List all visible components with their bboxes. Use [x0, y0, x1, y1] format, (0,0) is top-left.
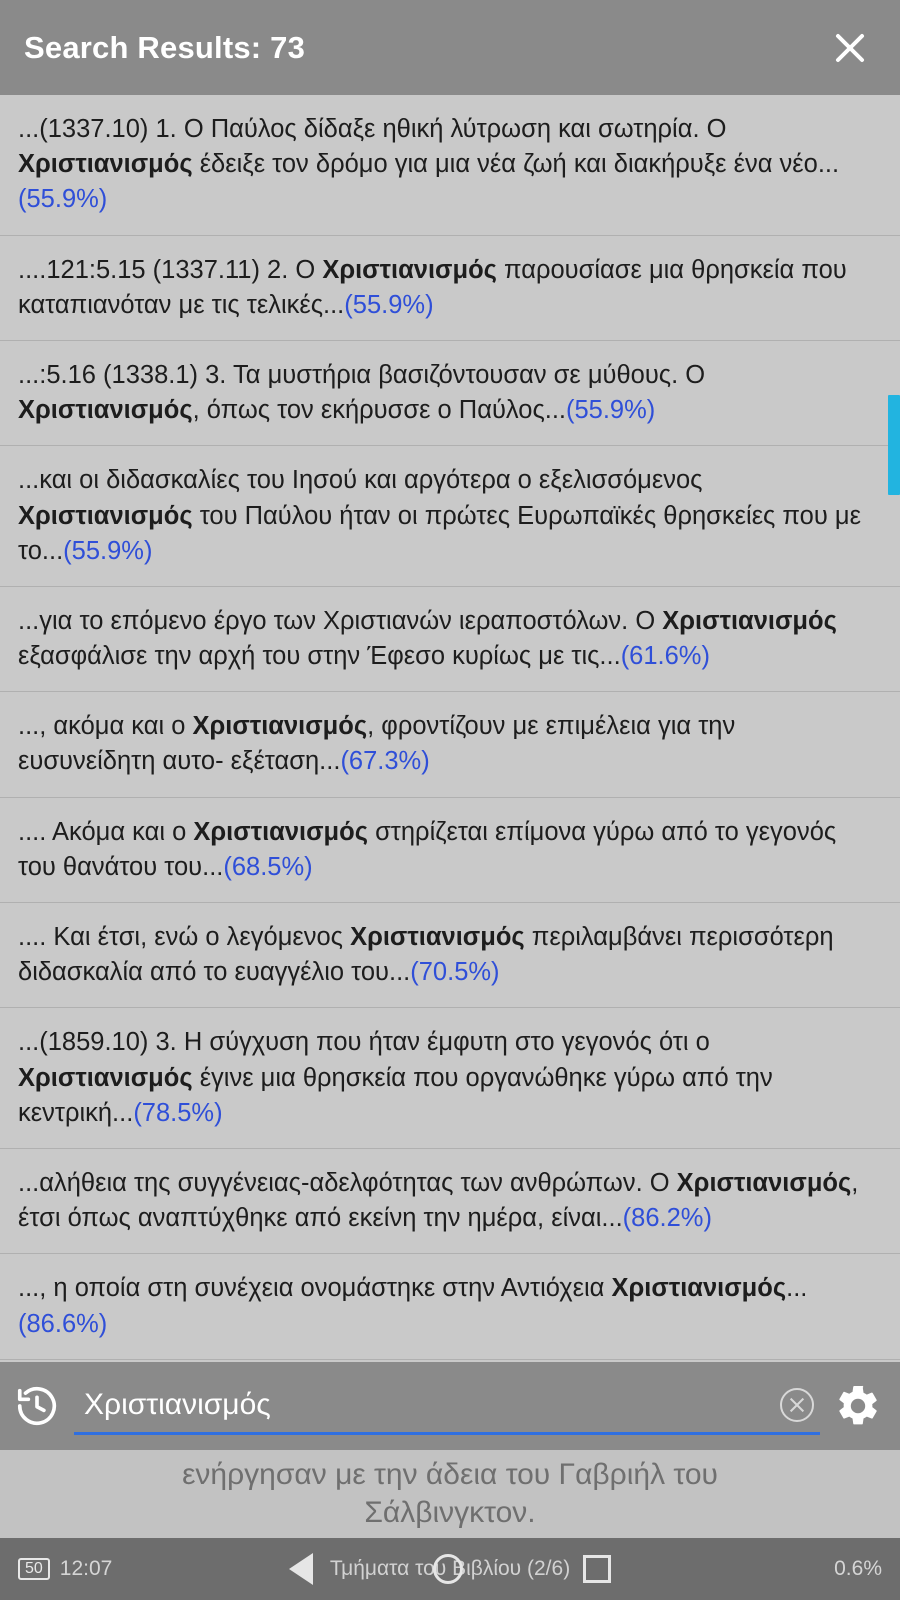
result-relevance-percent: (55.9%) — [565, 396, 656, 425]
background-page-text — [0, 1450, 900, 1538]
search-result-item[interactable] — [0, 236, 900, 341]
close-icon[interactable] — [828, 26, 872, 70]
battery-badge: 50 — [18, 1558, 50, 1580]
search-result-item[interactable] — [0, 95, 900, 236]
result-prefix-text: ...(1337.10) 1. Ο Παύλος δίδαξε ηθική λύτρωση και σωτηρία. Ο — [18, 115, 727, 143]
search-result-item[interactable] — [0, 798, 900, 903]
result-prefix-text: ...(1859.10) 3. Η σύγχυση που ήταν έμφυτη στο γεγονός ότι ο — [18, 1028, 710, 1057]
result-prefix-text: ...για το επόμενο έργο των Χριστιανών ιεραποστόλων. Ο — [18, 606, 663, 635]
result-relevance-percent: (86.6%) — [18, 1309, 108, 1338]
result-keyword: Χριστιανισμός — [18, 150, 193, 179]
result-relevance-percent: (67.3%) — [340, 747, 430, 776]
result-suffix-text: του Παύλου ήταν οι πρώτες Ευρωπαϊκές θρησκείες που με το... — [18, 501, 861, 565]
result-suffix-text: , όπως τον εκήρυσσε ο Παύλος... — [192, 396, 566, 425]
reading-progress-label: 0.6% — [834, 1557, 882, 1580]
search-result-item[interactable] — [0, 446, 900, 587]
result-suffix-text: παρουσίασε μια θρησκεία που καταπιανόταν με τις τελικές... — [18, 255, 847, 319]
result-suffix-text: περιλαμβάνει περισσότερη διδασκαλία από το ευαγγέλιο του... — [18, 923, 834, 987]
result-prefix-text: ..., η οποία στη συνέχεια ονομάστηκε στην Αντιόχεια — [18, 1274, 612, 1303]
search-result-item[interactable] — [0, 341, 900, 446]
result-keyword: Χριστιανισμός — [192, 712, 368, 741]
search-result-item[interactable] — [0, 1254, 900, 1359]
search-result-item[interactable] — [0, 903, 900, 1008]
search-results-list[interactable] — [0, 95, 900, 1362]
clear-icon[interactable] — [780, 1388, 814, 1422]
result-relevance-percent: (55.9%) — [63, 536, 153, 565]
result-suffix-text: ... — [786, 1274, 808, 1303]
recent-apps-icon[interactable] — [583, 1555, 611, 1583]
result-suffix-text: εξασφάλισε την αρχή του στην Έφεσο κυρίως με τις... — [18, 642, 621, 671]
results-header — [0, 0, 900, 95]
result-relevance-percent: (86.2%) — [622, 1204, 712, 1233]
status-clock: 12:07 — [59, 1557, 113, 1580]
result-prefix-text: ...αλήθεια της συγγένειας-αδελφότητας των ανθρώπων. Ο — [18, 1168, 677, 1197]
vertical-scrollbar-thumb[interactable] — [888, 395, 900, 495]
result-keyword: Χριστιανισμός — [18, 501, 193, 530]
search-input[interactable] — [74, 1388, 768, 1422]
system-navigation-bar — [0, 1538, 900, 1600]
result-prefix-text: ..., ακόμα και ο — [18, 712, 193, 741]
result-keyword: Χριστιανισμός — [322, 255, 497, 284]
book-section-status: Τμήματα του Βιβλίου (2/6) — [329, 1557, 571, 1580]
gear-icon[interactable] — [834, 1382, 882, 1430]
result-relevance-percent: (55.9%) — [18, 185, 108, 214]
result-keyword: Χριστιανισμός — [662, 606, 837, 635]
search-bar — [0, 1362, 900, 1450]
result-keyword: Χριστιανισμός — [18, 1063, 193, 1092]
result-prefix-text: .... Και έτσι, ενώ ο λεγόμενος — [18, 923, 351, 951]
result-suffix-text: στηρίζεται επίμονα γύρω από το γεγονός του θανάτου του... — [18, 817, 837, 881]
result-relevance-percent: (68.5%) — [223, 852, 313, 881]
search-result-item[interactable] — [0, 692, 900, 797]
result-suffix-text: , φροντίζουν με επιμέλεια για την ευσυνείδητη αυτο- εξέταση... — [18, 712, 736, 776]
history-icon[interactable] — [14, 1383, 60, 1429]
background-page-line-2: Σάλβινγκτον. — [364, 1495, 536, 1529]
result-relevance-percent: (61.6%) — [620, 642, 710, 671]
result-keyword: Χριστιανισμός — [18, 396, 193, 425]
result-keyword: Χριστιανισμός — [193, 817, 368, 846]
result-keyword: Χριστιανισμός — [611, 1274, 787, 1303]
back-icon[interactable] — [289, 1553, 313, 1585]
result-prefix-text: .... Ακόμα και ο — [18, 817, 194, 846]
result-suffix-text: , έτσι όπως αναπτύχθηκε από εκείνη την ημέρα, είναι... — [18, 1168, 859, 1233]
result-keyword: Χριστιανισμός — [350, 923, 525, 951]
result-relevance-percent: (55.9%) — [344, 290, 434, 319]
search-result-item[interactable] — [0, 1008, 900, 1149]
result-relevance-percent: (78.5%) — [133, 1098, 223, 1127]
result-prefix-text: ...:5.16 (1338.1) 3. Τα μυστήρια βασιζόντουσαν σε μύθους. Ο — [18, 360, 706, 389]
result-relevance-percent: (70.5%) — [410, 958, 500, 987]
result-suffix-text: έδειξε τον δρόμο για μια νέα ζωή και διακήρυξε ένα νέο... — [192, 150, 840, 179]
background-page-line-1: ενήργησαν με την άδεια του Γαβριήλ του — [182, 1458, 718, 1491]
search-result-item[interactable] — [0, 587, 900, 692]
result-keyword: Χριστιανισμός — [676, 1168, 852, 1197]
result-suffix-text: έγινε μια θρησκεία που οργανώθηκε γύρω από την κεντρική... — [18, 1063, 773, 1127]
search-field-wrapper[interactable] — [74, 1377, 820, 1435]
page-title: Search Results: 73 — [24, 29, 306, 65]
result-prefix-text: ....121:5.15 (1337.11) 2. Ο — [18, 255, 323, 284]
result-prefix-text: ...και οι διδασκαλίες του Ιησού και αργότερα ο εξελισσόμενος — [18, 466, 703, 495]
search-result-item[interactable] — [0, 1149, 900, 1254]
